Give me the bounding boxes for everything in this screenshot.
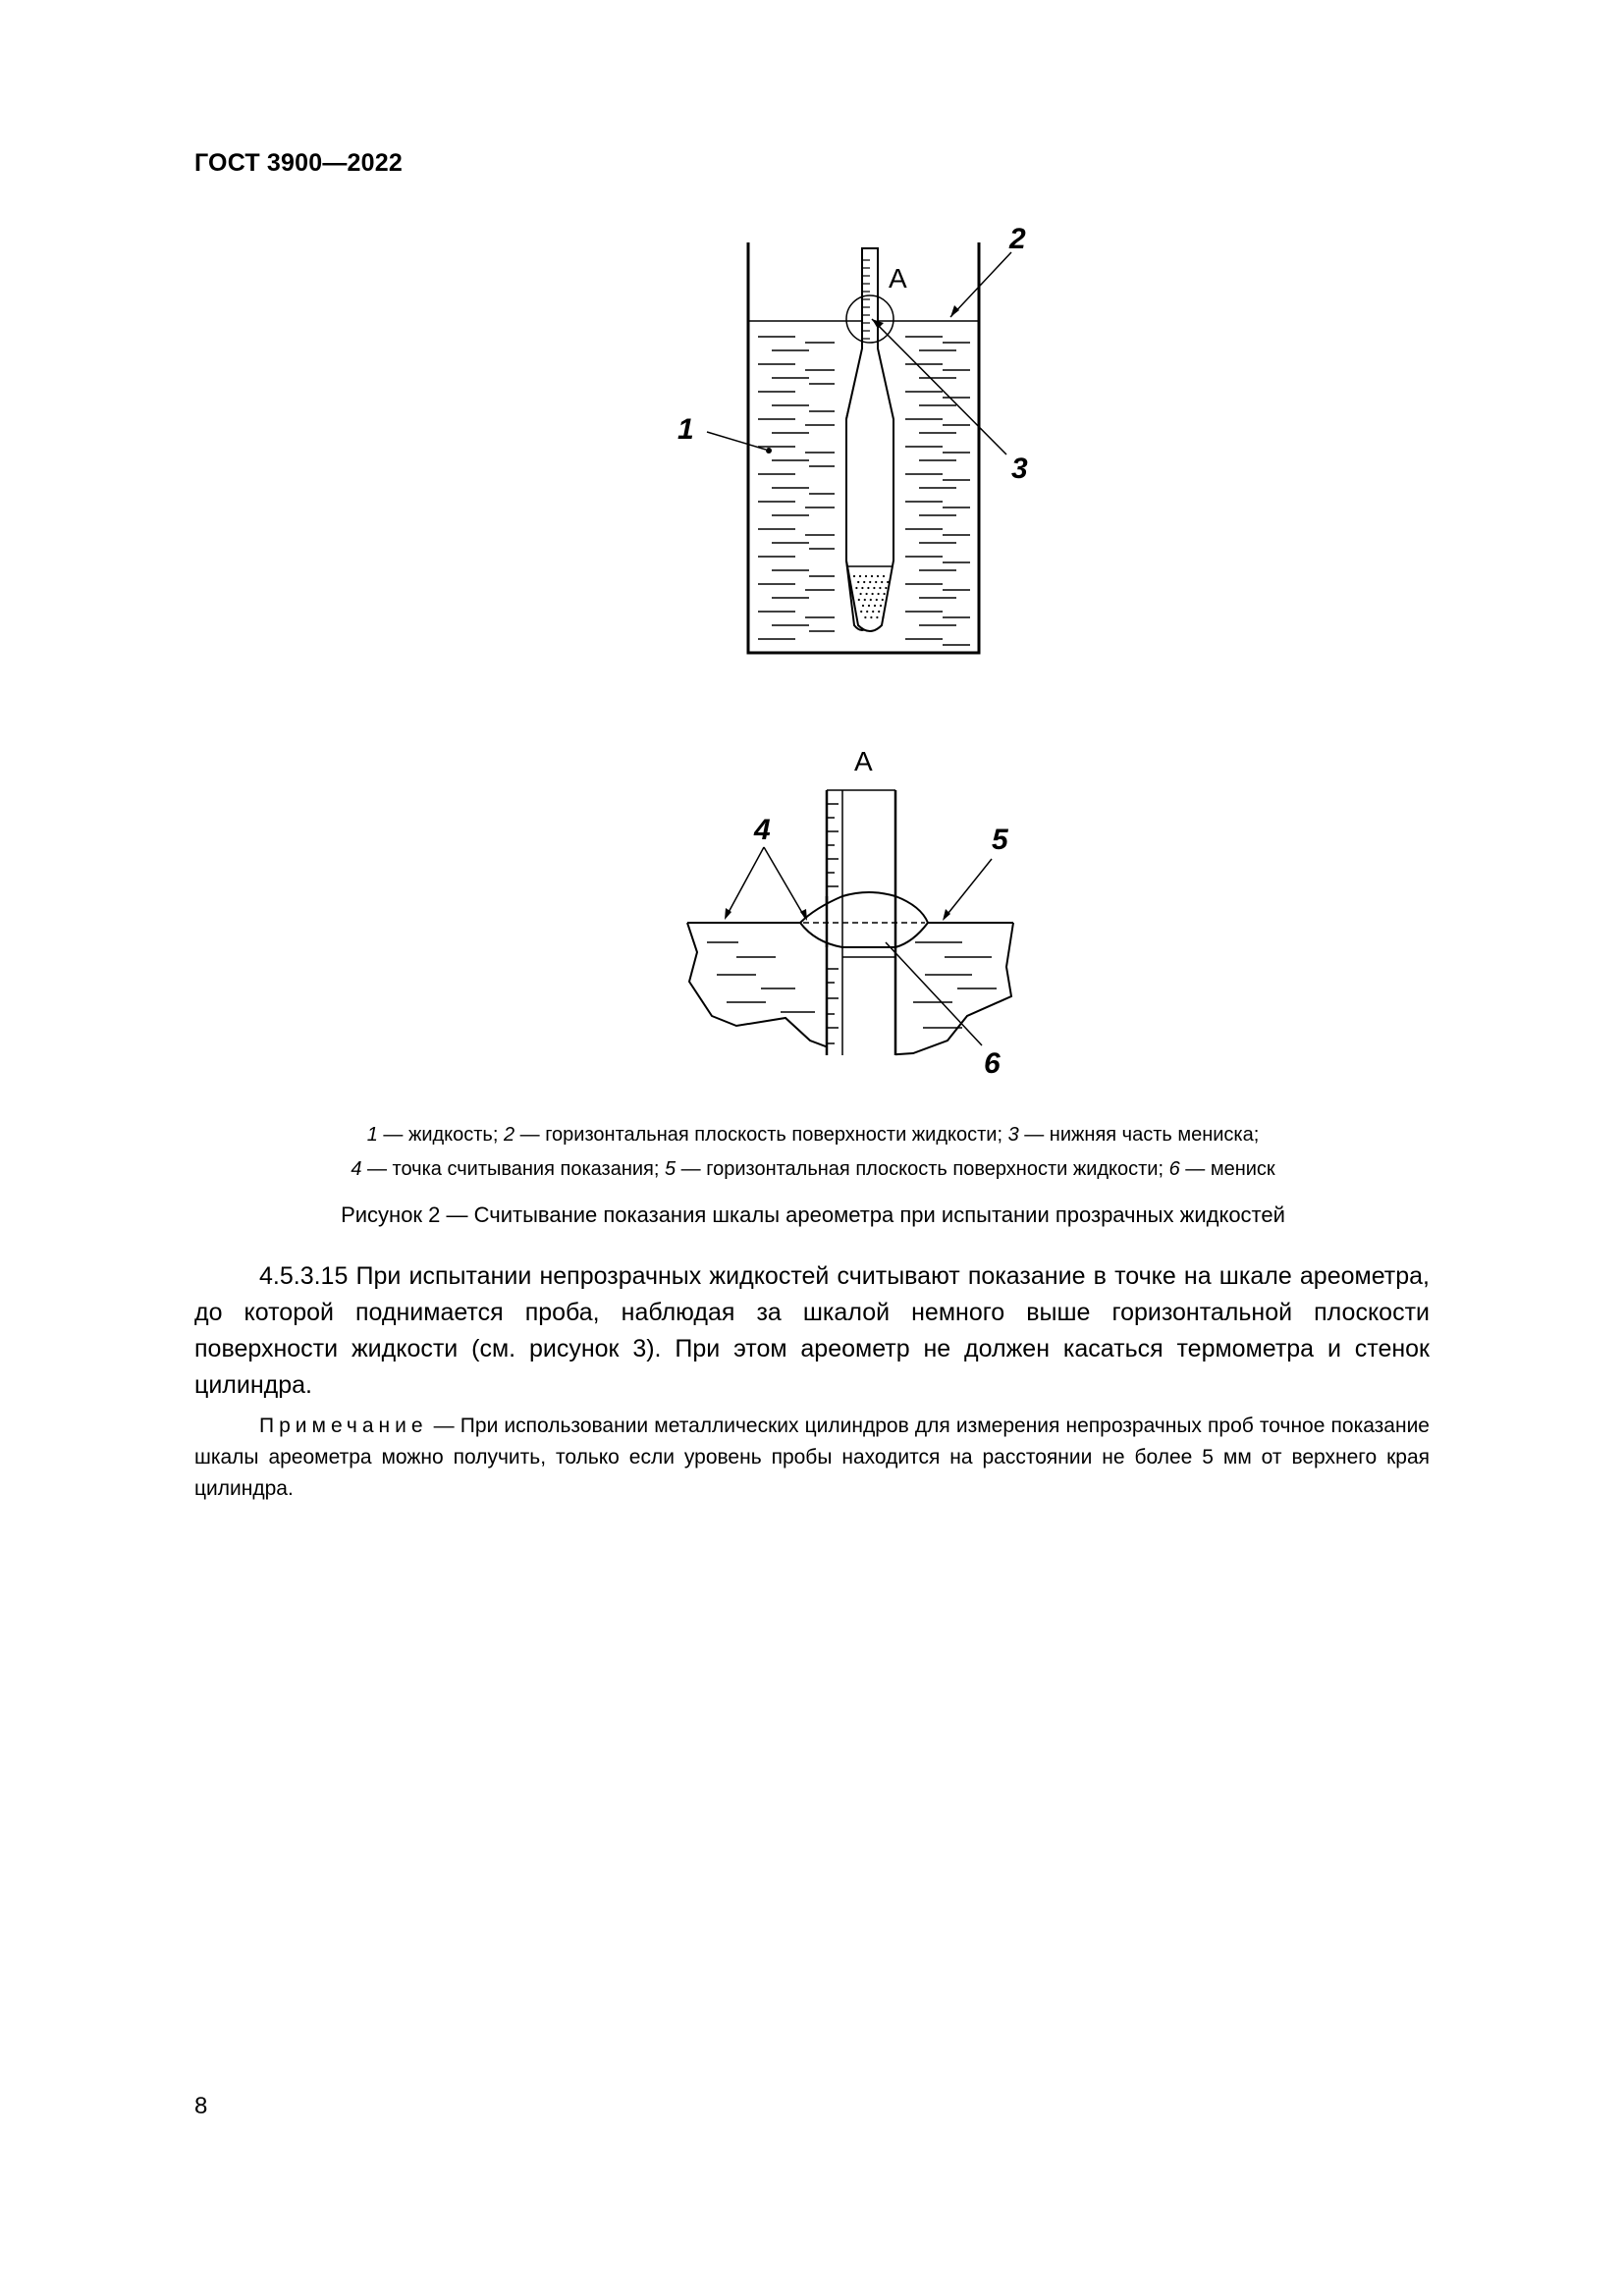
ballast-dot [858,599,860,601]
ballast-dot [885,587,887,589]
hydrometer-shape [846,248,893,631]
legend-text: — точка считывания показания; [361,1158,665,1180]
callout-3: 3 [1011,453,1028,485]
ballast-dot [862,605,864,607]
ballast-dot [872,593,874,595]
meniscus-detail-diagram [668,741,1041,1095]
ballast-dot [876,616,878,618]
ballast-dot [882,616,884,618]
legend-text: — горизонтальная плоскость поверхности жидкости; [514,1124,1008,1146]
ballast-dot [868,605,870,607]
legend-num: 6 [1168,1158,1180,1180]
legend-num: 2 [503,1124,515,1146]
ballast-dot [887,581,889,583]
ballast-dot [864,599,866,601]
ballast-dot [860,593,862,595]
ballast-dot [878,593,880,595]
callout-6: 6 [984,1047,1001,1080]
ballast-dot [883,575,885,577]
page-number: 8 [194,2093,208,2119]
legend-num: 5 [664,1158,677,1180]
note-dash: — [427,1415,460,1437]
ballast-dot [877,575,879,577]
figure-legend-line-1 [194,1118,1432,1151]
document-header: ГОСТ 3900—2022 [194,149,403,177]
legend-text: — нижняя часть мениска; [1018,1124,1260,1146]
callout-4: 4 [754,814,771,846]
detail-title-a: A [854,746,873,776]
ballast-dot [859,575,861,577]
ballast-dot [875,581,877,583]
body-paragraph: 4.5.3.15 При испытании непрозрачных жидкостей считывают показание в точке на шкале ареометра, до которой поднимается проба, наблюдая за шкалой немного выше горизонтальной плоскости поверхности жидкости (см. рисунок 3). При этом ареометр не должен касаться термометра и стенок цилиндра. [194,1262,1430,1399]
ballast-dot [872,611,874,613]
ballast-dot [879,587,881,589]
detail-label-a: A [889,263,907,294]
ballast-dot [880,605,882,607]
legend-text: — жидкость; [377,1124,504,1146]
ballast-dot [867,587,869,589]
note-text: При использовании металлических цилиндров для измерения непрозрачных проб точное показание шкалы ареометра можно получить, только если уровень пробы находится на расстоянии не более 5 мм от верхнего края цилиндра. [194,1415,1430,1500]
ballast-dot [857,581,859,583]
ballast-dot [865,575,867,577]
ballast-dot [884,593,886,595]
ballast-dot [878,611,880,613]
ballast-dot [869,581,871,583]
ballast-dot [870,599,872,601]
legend-text: — горизонтальная плоскость поверхности жидкости; [676,1158,1169,1180]
ballast-dot [861,587,863,589]
legend-num: 1 [366,1124,378,1146]
ballast-dot [874,605,876,607]
meniscus [800,892,928,947]
ballast-dot [864,616,866,618]
ballast-dot [863,581,865,583]
ballast-dot [866,611,868,613]
legend-num: 4 [351,1158,362,1180]
legend-num: 3 [1007,1124,1019,1146]
ballast-dot [882,599,884,601]
ballast-dot [870,616,872,618]
ballast-dot [855,587,857,589]
ballast-dot [871,575,873,577]
ballast-dot [873,587,875,589]
hydrometer-cylinder-diagram [648,221,1060,672]
note-label: Примечание [259,1415,428,1437]
ballast-dot [860,611,862,613]
figure-caption: Рисунок 2 — Считывание показания шкалы ареометра при испытании прозрачных жидкостей [341,1202,1285,1227]
callout-5: 5 [992,824,1008,856]
ballast-dot [881,581,883,583]
ballast-dot [876,599,878,601]
legend-text: — мениск [1179,1158,1275,1180]
ballast-dot [853,575,855,577]
note-paragraph [194,1411,1430,1505]
callout-1: 1 [677,413,694,446]
figure-legend-line-2 [194,1152,1432,1186]
ballast-dot [866,593,868,595]
callout-2: 2 [1009,223,1026,255]
